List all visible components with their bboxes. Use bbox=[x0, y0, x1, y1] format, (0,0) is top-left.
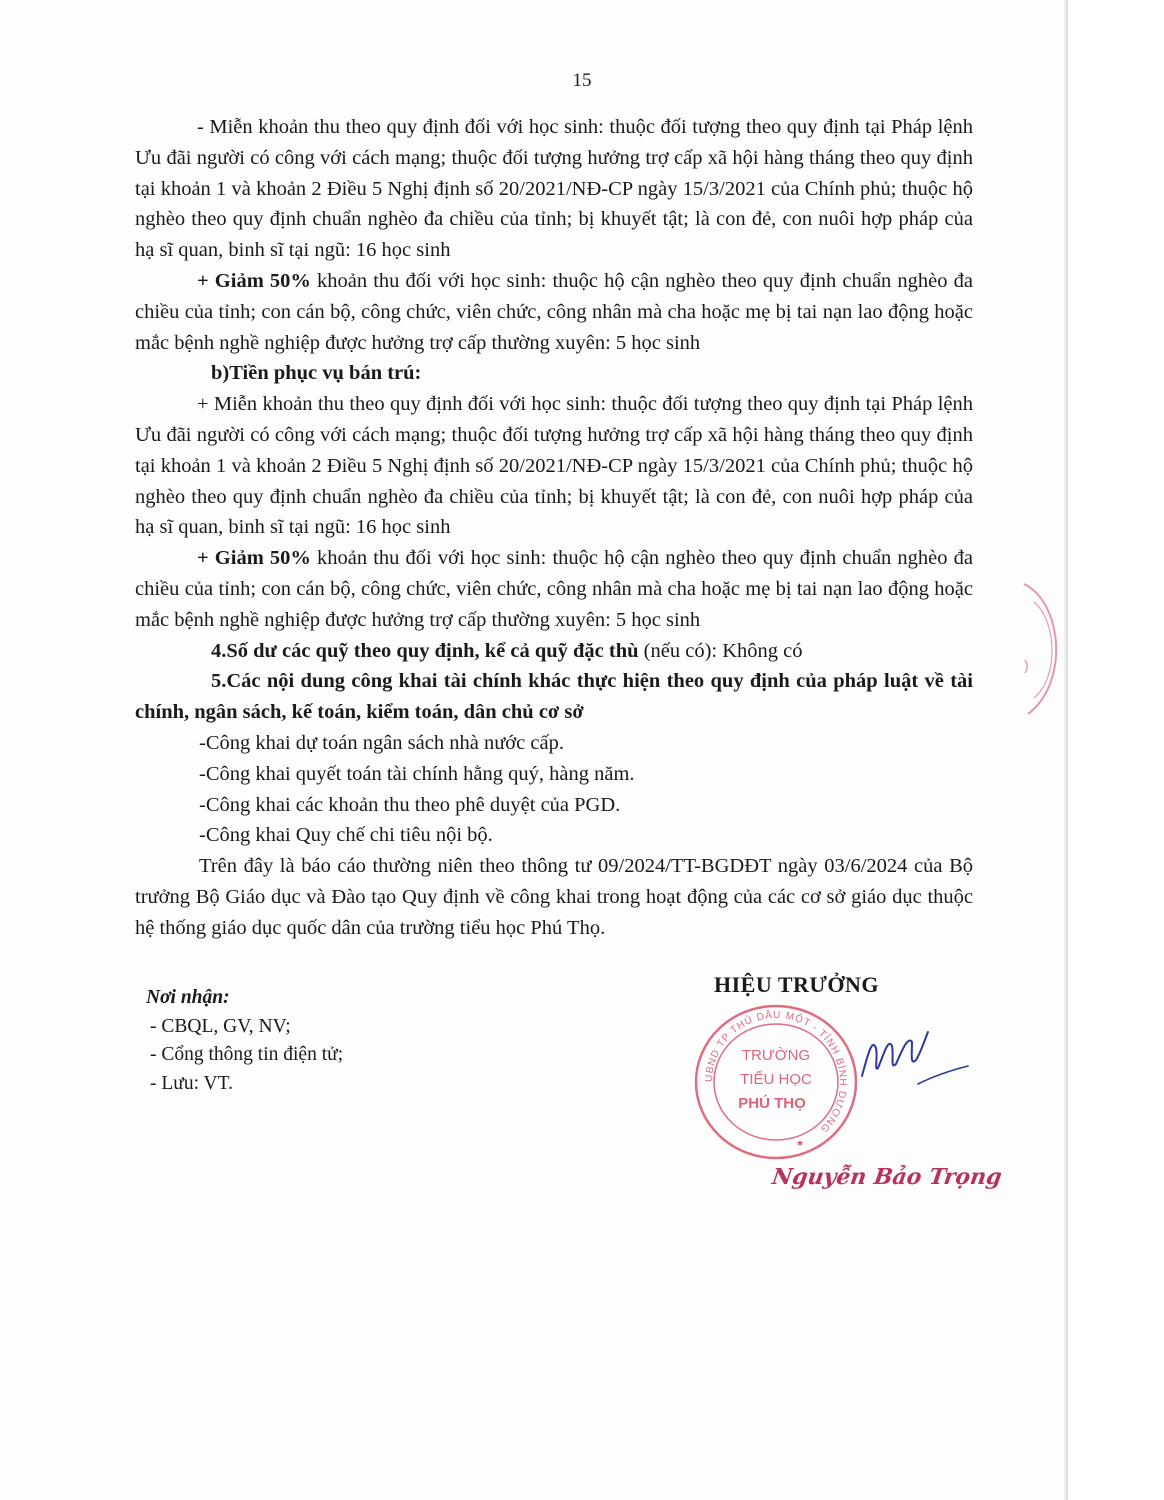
section-5-title: 5.Các nội dung công khai tài chính khác thực hiện theo quy định của pháp luật về tài chính, ngân sách, kế toán, kiểm toán, dân chủ cơ sở bbox=[135, 670, 973, 724]
body-text bbox=[135, 112, 973, 944]
reduction-label: + Giảm 50% bbox=[197, 547, 311, 570]
recipient-item: - Lưu: VT. bbox=[150, 1072, 233, 1094]
paragraph-reduction-boarding bbox=[135, 543, 973, 635]
section-4-value: (nếu có): Không có bbox=[638, 639, 803, 662]
list-item: -Công khai dự toán ngân sách nhà nước cấp. bbox=[199, 731, 564, 754]
page-edge bbox=[1064, 0, 1068, 1500]
signature-title: HIỆU TRƯỞNG bbox=[714, 972, 880, 997]
section-4-title: 4.Số dư các quỹ theo quy định, kể cả quỹ đặc thù bbox=[211, 639, 639, 662]
paragraph-exemption-tuition: - Miễn khoản thu theo quy định đối với học sinh: thuộc đối tượng theo quy định tại Pháp lệnh Ưu đãi người có công với cách mạng; thuộc đối tượng hưởng trợ cấp xã hội hàng tháng theo quy định tại khoản 1 và khoản 2 Điều 5 Nghị định số 20/2021/NĐ-CP ngày 15/3/2021 của Chính phủ; thuộc hộ nghèo theo quy định chuẩn nghèo đa chiều của tỉnh; bị khuyết tật; là con đẻ, con nuôi hợp pháp của hạ sĩ quan, binh sĩ tại ngũ: 16 học sinh bbox=[135, 116, 973, 262]
recipients-block bbox=[146, 984, 506, 1098]
star-icon: ★ bbox=[795, 1138, 805, 1148]
school-stamp bbox=[692, 1002, 862, 1162]
closing-paragraph: Trên đây là báo cáo thường niên theo thông tư 09/2024/TT-BGDĐT ngày 03/6/2024 của Bộ trưởng Bộ Giáo dục và Đào tạo Quy định về công khai trong hoạt động của các cơ sở giáo dục thuộc hệ thống giáo dục quốc dân của trường tiểu học Phú Thọ. bbox=[135, 855, 973, 939]
stamp-line-2: TIỂU HỌC bbox=[740, 1071, 812, 1088]
list-item: -Công khai các khoản thu theo phê duyệt của PGD. bbox=[199, 793, 621, 816]
list-item: -Công khai Quy chế chi tiêu nội bộ. bbox=[199, 824, 493, 847]
list-item: -Công khai quyết toán tài chính hằng quý, hàng năm. bbox=[199, 762, 635, 785]
signer-name bbox=[770, 1150, 1004, 1200]
recipient-item: - CBQL, GV, NV; bbox=[150, 1015, 291, 1037]
recipient-item: - Cổng thông tin điện tử; bbox=[150, 1044, 344, 1065]
reduction-text: khoản thu đối với học sinh: thuộc hộ cận nghèo theo quy định chuẩn nghèo đa chiều của tỉnh; con cán bộ, công chức, viên chức, công nhân mà cha hoặc mẹ bị tai nạn lao động hoặc mắc bệnh nghề nghiệp được hưởng trợ cấp thường xuyên: 5 học sinh bbox=[135, 547, 973, 631]
page-number: 15 bbox=[572, 70, 592, 91]
heading-boarding-fee: b)Tiền phục vụ bán trú: bbox=[211, 362, 422, 385]
signature-mark bbox=[856, 1024, 976, 1094]
recipients-label: Nơi nhận: bbox=[146, 987, 230, 1008]
svg-text:): ) bbox=[1024, 657, 1029, 673]
reduction-text: khoản thu đối với học sinh: thuộc hộ cận nghèo theo quy định chuẩn nghèo đa chiều của tỉnh; con cán bộ, công chức, viên chức, công nhân mà cha hoặc mẹ bị tai nạn lao động hoặc mắc bệnh nghề nghiệp được hưởng trợ cấp thường xuyên: 5 học sinh bbox=[135, 269, 973, 354]
stamp-outer-text: UBND TP THỦ DẦU MỘT - TỈNH BÌNH DƯƠNG bbox=[703, 1009, 849, 1135]
paragraph-exemption-boarding: + Miễn khoản thu theo quy định đối với học sinh: thuộc đối tượng theo quy định tại Pháp lệnh Ưu đãi người có công với cách mạng; thuộc đối tượng hưởng trợ cấp xã hội hàng tháng theo quy định tại khoản 1 và khoản 2 Điều 5 Nghị định số 20/2021/NĐ-CP ngày 15/3/2021 của Chính phủ; thuộc hộ nghèo theo quy định chuẩn nghèo đa chiều của tỉnh; bị khuyết tật; là con đẻ, con nuôi hợp pháp của hạ sĩ quan, binh sĩ tại ngũ: 16 học sinh bbox=[135, 393, 973, 539]
section-4-fund-balance bbox=[135, 636, 973, 667]
side-stamp-fragment bbox=[1010, 572, 1068, 722]
reduction-label: + Giảm 50% bbox=[197, 269, 311, 292]
stamp-line-1: TRƯỜNG bbox=[741, 1047, 811, 1064]
stamp-line-3: PHÚ THỌ bbox=[738, 1095, 806, 1112]
signer-name-text: Nguyễn Bảo Trọng bbox=[770, 1164, 1004, 1190]
paragraph-reduction-tuition bbox=[135, 266, 973, 358]
